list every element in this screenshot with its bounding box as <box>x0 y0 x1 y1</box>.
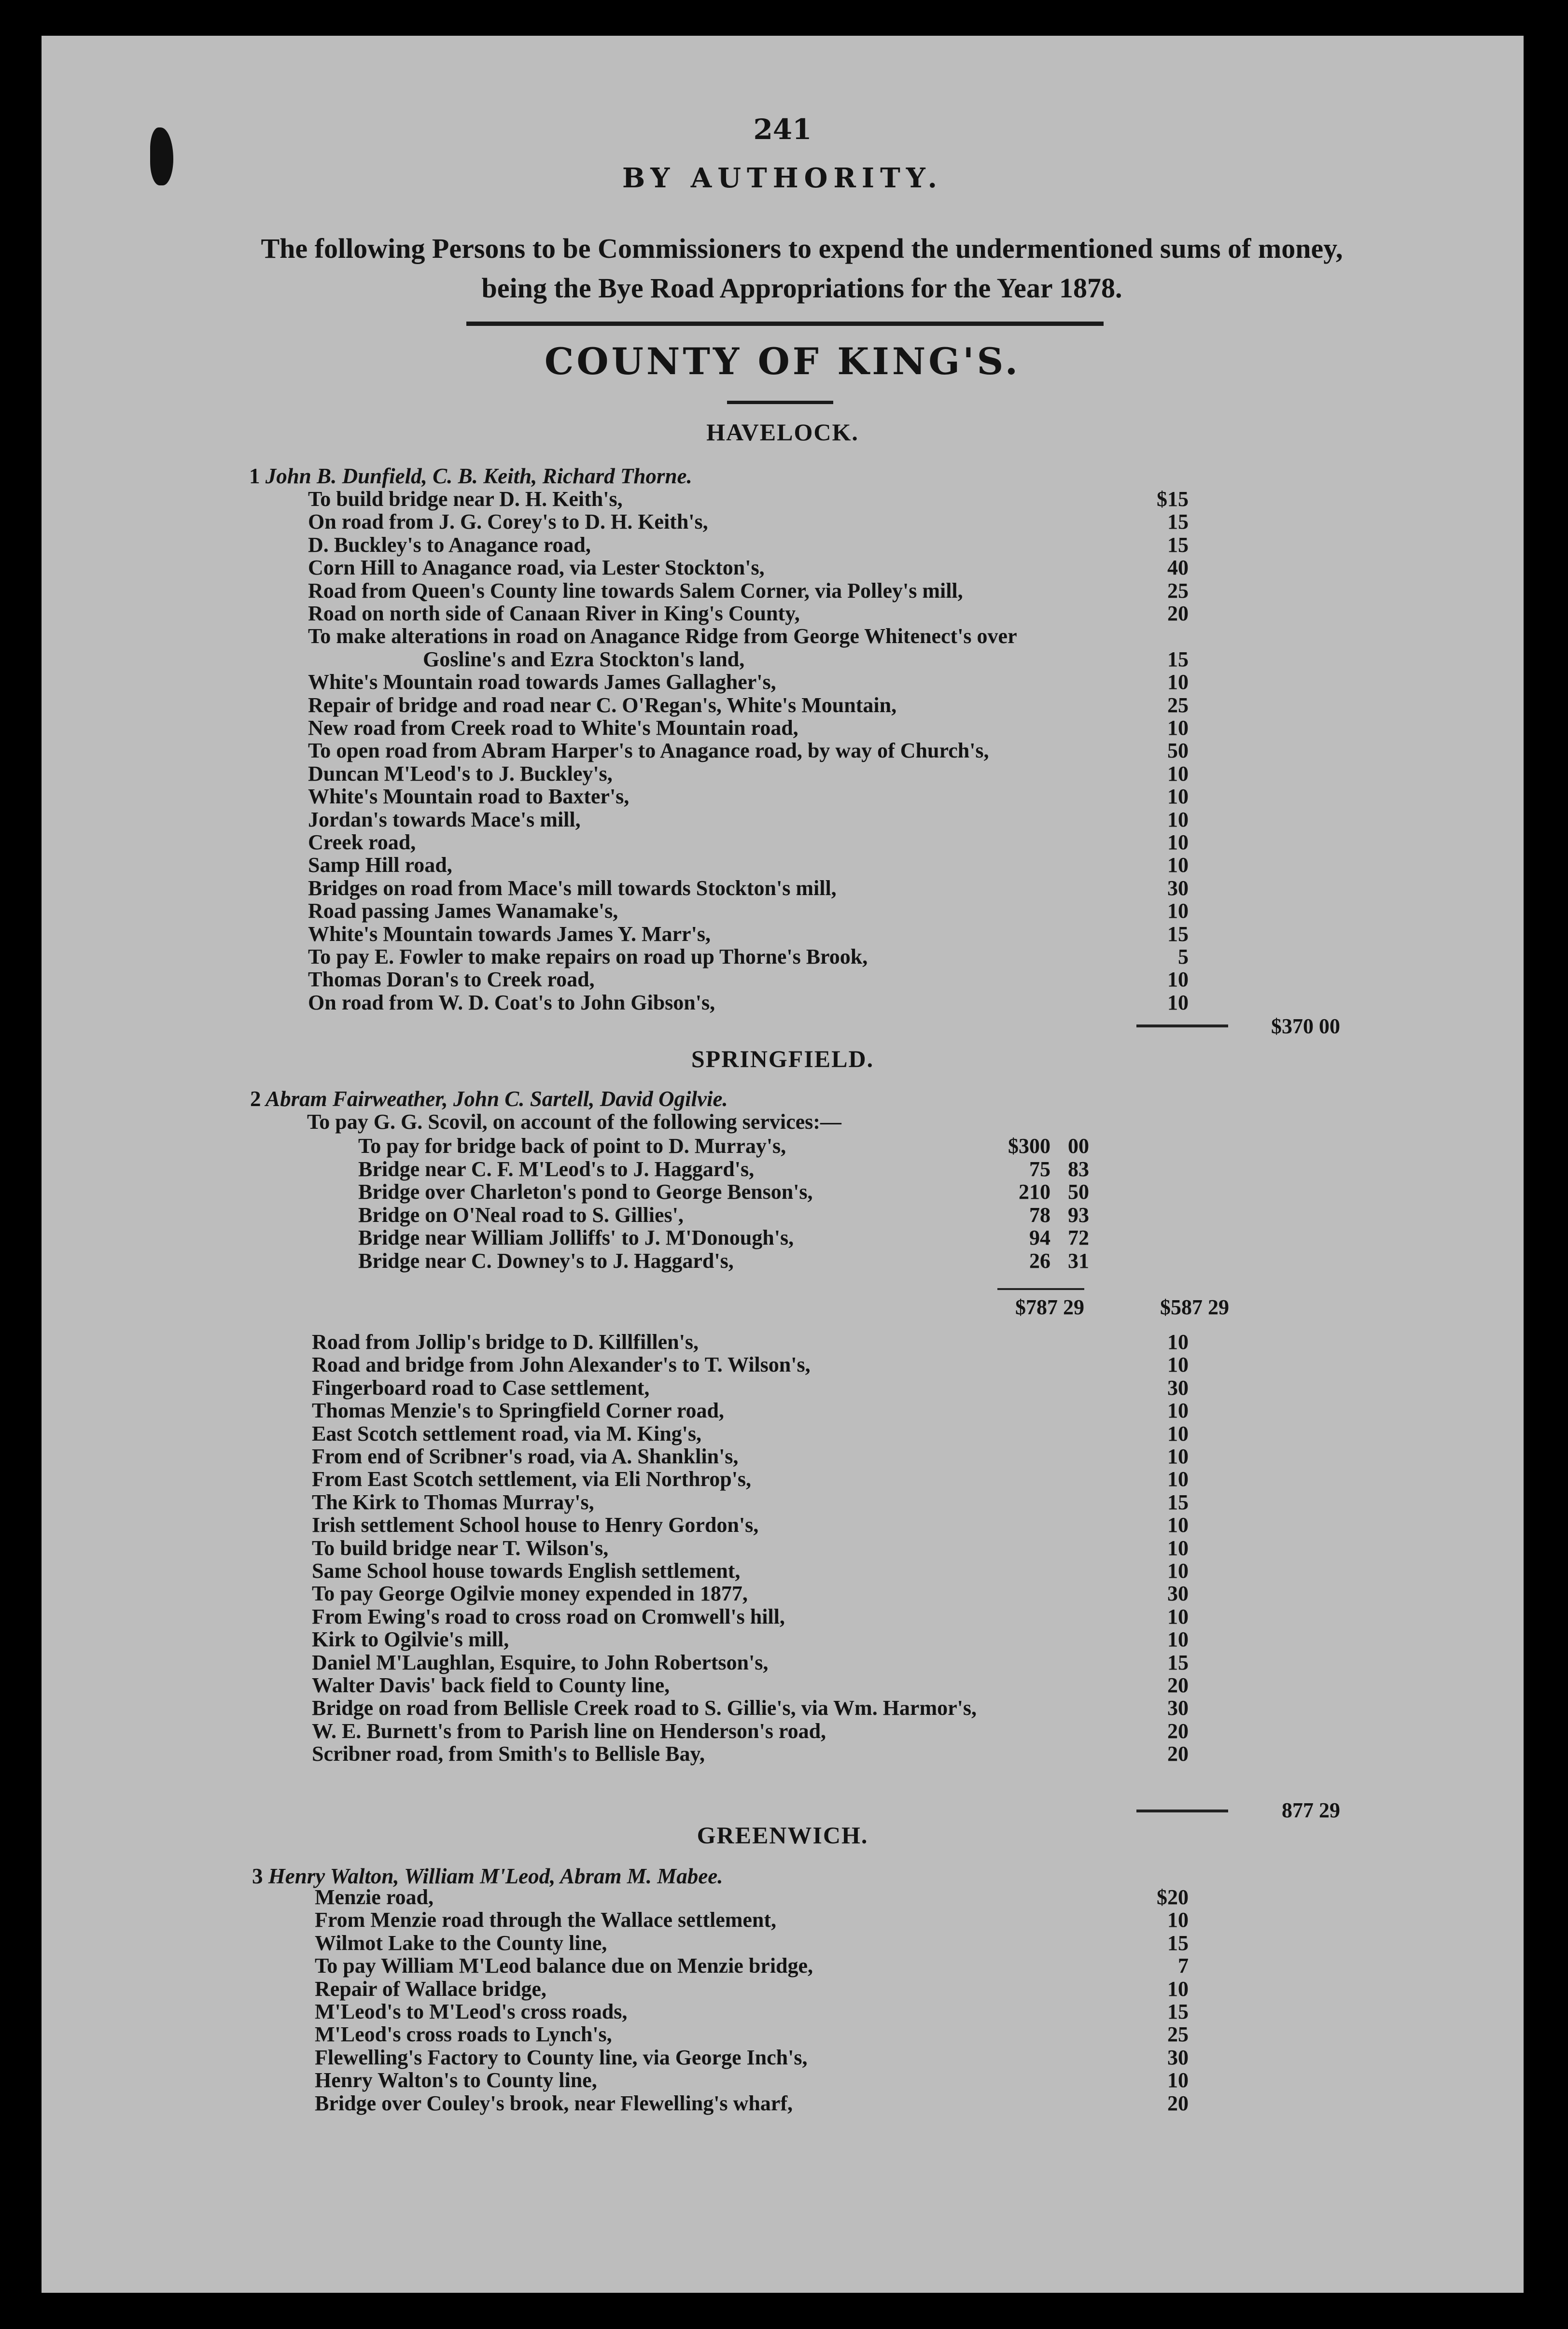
item-text: From East Scotch settlement, via Eli Northrop's, <box>312 1467 752 1491</box>
item-text: From Ewing's road to cross road on Cromwell's hill, <box>312 1604 785 1628</box>
item-text: Kirk to Ogilvie's mill, <box>312 1627 509 1652</box>
item-text: Road from Queen's County line towards Salem Corner, via Polley's mill, <box>308 578 963 603</box>
item-amount: 30 <box>1167 876 1189 900</box>
item-text: Repair of Wallace bridge, <box>315 1977 546 2001</box>
item-text: Thomas Menzie's to Springfield Corner road, <box>312 1399 724 1423</box>
item-amount: 15 <box>1167 510 1189 534</box>
item-text: M'Leod's cross roads to Lynch's, <box>315 2022 612 2047</box>
item-amount: 20 <box>1167 1673 1189 1697</box>
item-amount: 5 <box>1178 945 1189 968</box>
item-amount: 20 <box>1167 1719 1189 1743</box>
subitem-text: Bridge over Charleton's pond to George Benson's, <box>358 1180 813 1204</box>
item-text: Bridge on road from Bellisle Creek road to S. Gillie's, via Wm. Harmor's, <box>312 1696 977 1720</box>
item-text: Bridge over Couley's brook, near Flewelling's wharf, <box>315 2091 793 2115</box>
item-amount: 15 <box>1167 647 1189 671</box>
item-text: Irish settlement School house to Henry Gordon's, <box>312 1513 759 1537</box>
document-page <box>42 36 1524 2293</box>
item-text: Road on north side of Canaan River in King's County, <box>308 602 800 625</box>
item-text: To pay George Ogilvie money expended in 1877, <box>312 1582 748 1606</box>
item-amount: 10 <box>1167 1445 1189 1468</box>
item-text: Same School house towards English settlement, <box>312 1559 741 1583</box>
item-text: On road from W. D. Coat's to John Gibson's, <box>308 990 715 1014</box>
subitem-dollars: 26 <box>1029 1249 1050 1273</box>
commissioner-names: Abram Fairweather, John C. Sartell, David Ogilvie. <box>266 1087 728 1111</box>
item-amount: 25 <box>1167 578 1189 603</box>
item-text: To pay William M'Leod balance due on Menzie bridge, <box>315 1954 813 1978</box>
item-amount: 10 <box>1167 670 1189 694</box>
item-text: Road and bridge from John Alexander's to T. Wilson's, <box>312 1353 811 1377</box>
item-text: To build bridge near D. H. Keith's, <box>308 487 623 511</box>
havelock-total: $370 00 <box>1271 1014 1340 1038</box>
item-amount: 10 <box>1167 1513 1189 1537</box>
subitem-dollars: $300 <box>1008 1134 1050 1158</box>
subitem-cents: 93 <box>1068 1203 1089 1227</box>
item-text: To pay E. Fowler to make repairs on road up Thorne's Brook, <box>308 945 868 968</box>
item-text: To build bridge near T. Wilson's, <box>312 1536 609 1560</box>
item-text: From Menzie road through the Wallace settlement, <box>315 1908 777 1932</box>
item-text: Repair of bridge and road near C. O'Regan's, White's Mountain, <box>308 693 897 717</box>
subitem-cents: 00 <box>1068 1134 1089 1158</box>
item-amount: 25 <box>1167 2022 1189 2047</box>
item-text: White's Mountain towards James Y. Marr's, <box>308 922 711 946</box>
item-text: The Kirk to Thomas Murray's, <box>312 1490 594 1514</box>
item-amount: 7 <box>1178 1954 1189 1978</box>
item-amount: 15 <box>1167 2000 1189 2023</box>
item-text: Road from Jollip's bridge to D. Killfillen's, <box>312 1330 699 1354</box>
item-text: Bridges on road from Mace's mill towards Stockton's mill, <box>308 876 837 900</box>
item-amount: 10 <box>1167 2068 1189 2092</box>
item-amount: 10 <box>1167 990 1189 1014</box>
subitem-text: To pay for bridge back of point to D. Murray's, <box>358 1134 786 1158</box>
item-amount: 10 <box>1167 785 1189 809</box>
item-amount: 10 <box>1167 830 1189 854</box>
subitem-cents: 31 <box>1068 1249 1089 1273</box>
item-amount: 10 <box>1167 1330 1189 1354</box>
subitem-cents: 83 <box>1068 1157 1089 1181</box>
subitem-text: Bridge near William Jolliffs' to J. M'Donough's, <box>358 1226 794 1249</box>
item-amount: 10 <box>1167 1977 1189 2001</box>
header-by-authority: BY AUTHORITY. <box>622 162 943 194</box>
subitem-dollars: 94 <box>1029 1226 1050 1249</box>
item-amount: 15 <box>1167 1931 1189 1955</box>
item-amount: 20 <box>1167 2091 1189 2115</box>
item-amount: 10 <box>1167 968 1189 992</box>
item-text: Road passing James Wanamake's, <box>308 899 618 923</box>
county-title: COUNTY OF KING'S. <box>544 340 1021 383</box>
entry-number: 2 <box>250 1087 261 1111</box>
item-amount: 10 <box>1167 1536 1189 1560</box>
springfield-total: 877 29 <box>1282 1798 1340 1822</box>
item-text: White's Mountain road towards James Gallagher's, <box>308 670 776 694</box>
item-amount: 30 <box>1167 2045 1189 2069</box>
item-amount: 15 <box>1167 533 1189 557</box>
item-amount: 10 <box>1167 1604 1189 1628</box>
title-rule-bottom <box>727 401 833 404</box>
item-text: Duncan M'Leod's to J. Buckley's, <box>308 761 613 786</box>
item-text: On road from J. G. Corey's to D. H. Keith's, <box>308 510 708 534</box>
item-amount: 30 <box>1167 1696 1189 1720</box>
item-text: From end of Scribner's road, via A. Shanklin's, <box>312 1445 739 1468</box>
item-amount: 10 <box>1167 716 1189 740</box>
subitem-cents: 50 <box>1068 1180 1089 1204</box>
section-heading-greenwich: GREENWICH. <box>697 1822 868 1849</box>
item-text: Menzie road, <box>315 1885 434 1909</box>
item-amount: 10 <box>1167 853 1189 877</box>
item-amount: 15 <box>1167 1490 1189 1514</box>
item-amount: 10 <box>1167 1908 1189 1932</box>
commissioner-names: Henry Walton, William M'Leod, Abram M. Mabee. <box>268 1864 723 1888</box>
subitem-dollars: 210 <box>1019 1180 1050 1204</box>
item-text: Scribner road, from Smith's to Bellisle Bay, <box>312 1742 705 1766</box>
item-text: New road from Creek road to White's Mountain road, <box>308 716 798 740</box>
item-amount: 15 <box>1167 1650 1189 1674</box>
commissioners-havelock <box>249 463 692 489</box>
item-amount: 50 <box>1167 739 1189 763</box>
item-amount: 30 <box>1167 1375 1189 1400</box>
item-amount: 10 <box>1167 807 1189 831</box>
page-number: 241 <box>753 113 812 146</box>
item-text: Flewelling's Factory to County line, via George Inch's, <box>315 2045 808 2069</box>
intro-paragraph: The following Persons to be Commissioners to expend the undermentioned sums of money, being the Bye Road Appropriations for the Year 1878. <box>261 233 1343 304</box>
item-text: Henry Walton's to County line, <box>315 2068 597 2092</box>
title-rule-top <box>466 322 1104 326</box>
springfield-subtotal: $787 29 <box>1015 1295 1084 1319</box>
subitem-text: Bridge near C. F. M'Leod's to J. Haggard's, <box>358 1157 755 1181</box>
item-amount: 10 <box>1167 1467 1189 1491</box>
item-amount: 30 <box>1167 1582 1189 1606</box>
subitem-text: Bridge near C. Downey's to J. Haggard's, <box>358 1249 734 1273</box>
item-text: W. E. Burnett's from to Parish line on Henderson's road, <box>312 1719 826 1743</box>
item-text: Corn Hill to Anagance road, via Lester Stockton's, <box>308 556 765 580</box>
item-amount: 10 <box>1167 1421 1189 1445</box>
springfield-carried: $587 29 <box>1160 1295 1229 1319</box>
item-amount: 10 <box>1167 1353 1189 1377</box>
item-amount: 40 <box>1167 556 1189 580</box>
item-amount: $15 <box>1157 487 1189 511</box>
item-text: Creek road, <box>308 830 416 854</box>
item-text: Walter Davis' back field to County line, <box>312 1673 670 1697</box>
item-text: East Scotch settlement road, via M. King's, <box>312 1421 702 1445</box>
item-amount: 15 <box>1167 922 1189 946</box>
item-text: D. Buckley's to Anagance road, <box>308 533 591 557</box>
item-text: M'Leod's to M'Leod's cross roads, <box>315 2000 628 2023</box>
item-amount: $20 <box>1157 1885 1189 1909</box>
section-heading-havelock: HAVELOCK. <box>706 419 859 446</box>
entry-number: 1 <box>249 464 260 488</box>
subitem-dollars: 75 <box>1029 1157 1050 1181</box>
item-text: To make alterations in road on Anagance Ridge from George Whitenect's over <box>308 624 1017 648</box>
commissioner-names: John B. Dunfield, C. B. Keith, Richard Thorne. <box>265 464 692 488</box>
item-text: White's Mountain road to Baxter's, <box>308 785 630 809</box>
subitem-text: Bridge on O'Neal road to S. Gillies', <box>358 1203 684 1227</box>
item-amount: 25 <box>1167 693 1189 717</box>
item-text: Gosline's and Ezra Stockton's land, <box>423 647 745 671</box>
section-heading-springfield: SPRINGFIELD. <box>691 1045 874 1072</box>
item-amount: 10 <box>1167 1627 1189 1652</box>
item-amount: 10 <box>1167 761 1189 786</box>
subitem-cents: 72 <box>1068 1226 1089 1249</box>
entry-number: 3 <box>252 1864 263 1888</box>
item-text: Thomas Doran's to Creek road, <box>308 968 595 992</box>
subtotal-rule <box>997 1288 1084 1290</box>
item-amount: 20 <box>1167 602 1189 625</box>
item-text: Wilmot Lake to the County line, <box>315 1931 607 1955</box>
item-amount: 10 <box>1167 1559 1189 1583</box>
item-text: Fingerboard road to Case settlement, <box>312 1375 650 1400</box>
item-text: To open road from Abram Harper's to Anagance road, by way of Church's, <box>308 739 989 763</box>
commissioners-springfield <box>250 1086 728 1111</box>
item-amount: 20 <box>1167 1742 1189 1766</box>
item-text: Jordan's towards Mace's mill, <box>308 807 581 831</box>
subitem-dollars: 78 <box>1029 1203 1050 1227</box>
item-text: Samp Hill road, <box>308 853 452 877</box>
scovil-line: To pay G. G. Scovil, on account of the following services:— <box>307 1110 841 1134</box>
item-text: Daniel M'Laughlan, Esquire, to John Robertson's, <box>312 1650 769 1674</box>
item-amount: 10 <box>1167 899 1189 923</box>
item-amount: 10 <box>1167 1399 1189 1423</box>
